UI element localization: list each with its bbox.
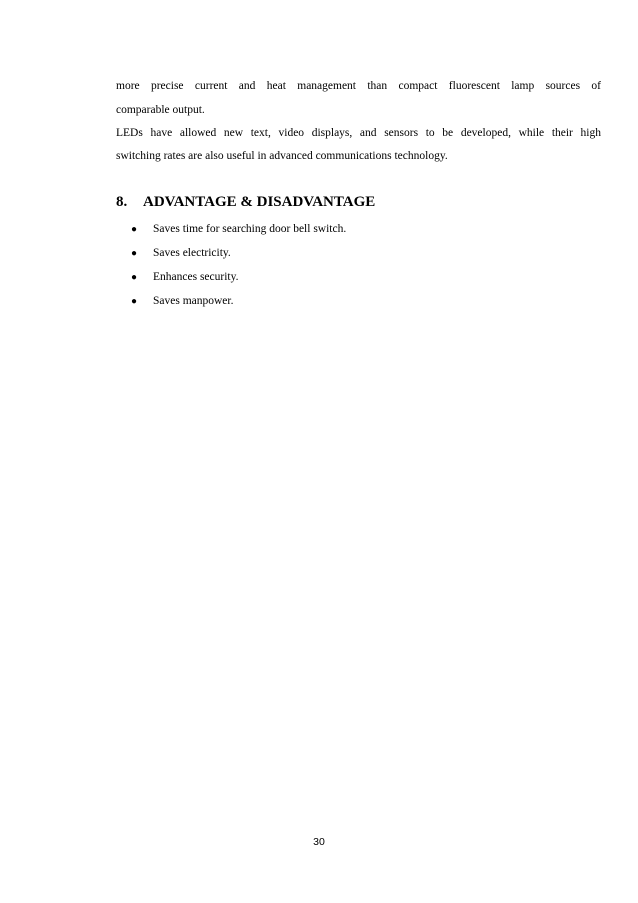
bullet-icon: ● bbox=[131, 296, 138, 307]
list-item bbox=[131, 246, 346, 270]
paragraph-2-line-1: LEDs have allowed new text, video displays, and sensors to be developed, while their high bbox=[116, 127, 601, 139]
paragraph-1-line-1: more precise current and heat management than compact fluorescent lamp sources of bbox=[116, 80, 601, 92]
list-item-text: Saves manpower. bbox=[153, 295, 234, 307]
section-heading bbox=[116, 193, 375, 211]
list-item-text: Enhances security. bbox=[153, 271, 239, 283]
page-number: 30 bbox=[313, 836, 325, 848]
bullet-icon: ● bbox=[131, 224, 138, 235]
list-item-text: Saves electricity. bbox=[153, 247, 231, 259]
list-item bbox=[131, 294, 346, 318]
paragraph-1-line-2: comparable output. bbox=[116, 104, 205, 116]
section-number: 8. bbox=[116, 194, 128, 210]
advantage-list bbox=[131, 222, 346, 318]
section-title: ADVANTAGE & DISADVANTAGE bbox=[143, 194, 376, 210]
bullet-icon: ● bbox=[131, 248, 138, 259]
paragraph-2-line-2: switching rates are also useful in advanced communications technology. bbox=[116, 150, 448, 162]
list-item bbox=[131, 222, 346, 246]
list-item-text: Saves time for searching door bell switch. bbox=[153, 223, 347, 235]
bullet-icon: ● bbox=[131, 272, 138, 283]
list-item bbox=[131, 270, 346, 294]
